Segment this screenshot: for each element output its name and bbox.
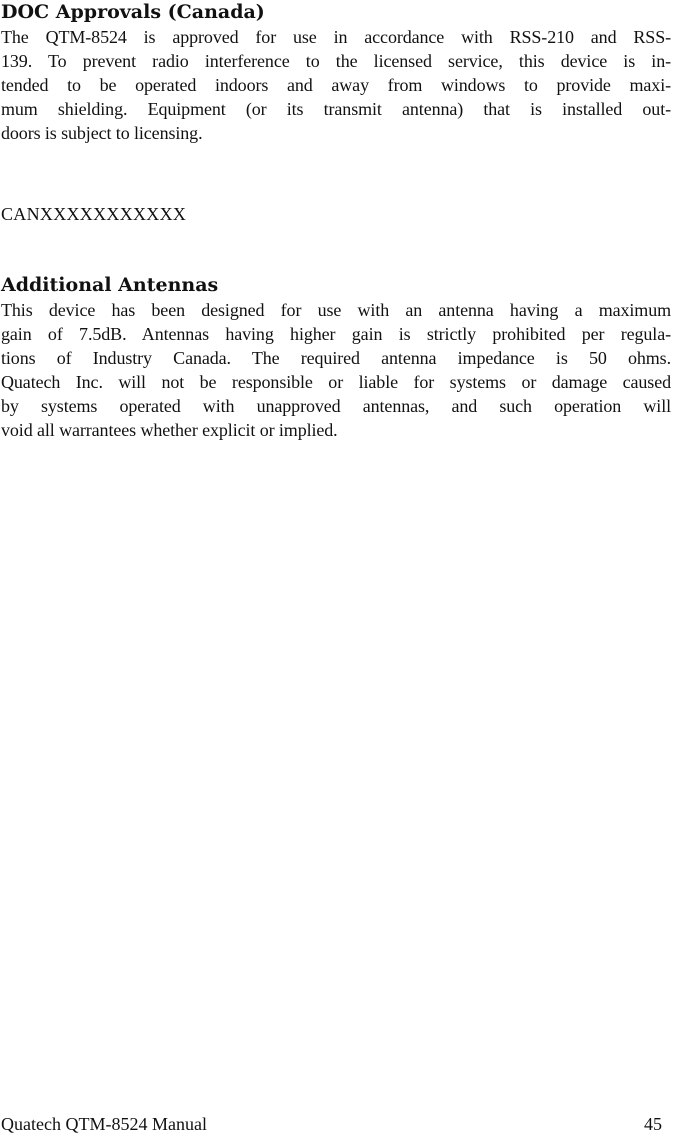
doc-approvals-paragraph xyxy=(1,25,671,145)
paragraph-line: 139. To prevent radio interference to the licensed service, this device is in- xyxy=(1,51,671,71)
paragraph-line: mum shielding. Equipment (or its transmit antenna) that is installed out- xyxy=(1,99,671,119)
paragraph-line: This device has been designed for use with an antenna having a maximum xyxy=(1,300,671,320)
certification-code: CANXXXXXXXXXXX xyxy=(1,204,187,224)
paragraph-line: Quatech Inc. will not be responsible or liable for systems or damage caused xyxy=(1,372,671,392)
paragraph-line: void all warrantees whether explicit or implied. xyxy=(1,420,338,440)
paragraph-line: tions of Industry Canada. The required antenna impedance is 50 ohms. xyxy=(1,348,671,368)
section-title-doc-approvals: DOC Approvals (Canada) xyxy=(1,1,265,23)
footer-page-number: 45 xyxy=(644,1114,662,1134)
section-title-additional-antennas: Additional Antennas xyxy=(1,274,219,296)
paragraph-line: The QTM-8524 is approved for use in accordance with RSS-210 and RSS- xyxy=(1,27,671,47)
footer-manual-title: Quatech QTM-8524 Manual xyxy=(1,1114,207,1134)
paragraph-line: doors is subject to licensing. xyxy=(1,123,203,143)
paragraph-line: by systems operated with unapproved antennas, and such operation will xyxy=(1,396,671,416)
paragraph-line: tended to be operated indoors and away from windows to provide maxi- xyxy=(1,75,671,95)
paragraph-line: gain of 7.5dB. Antennas having higher gain is strictly prohibited per regula- xyxy=(1,324,671,344)
additional-antennas-paragraph xyxy=(1,298,671,442)
